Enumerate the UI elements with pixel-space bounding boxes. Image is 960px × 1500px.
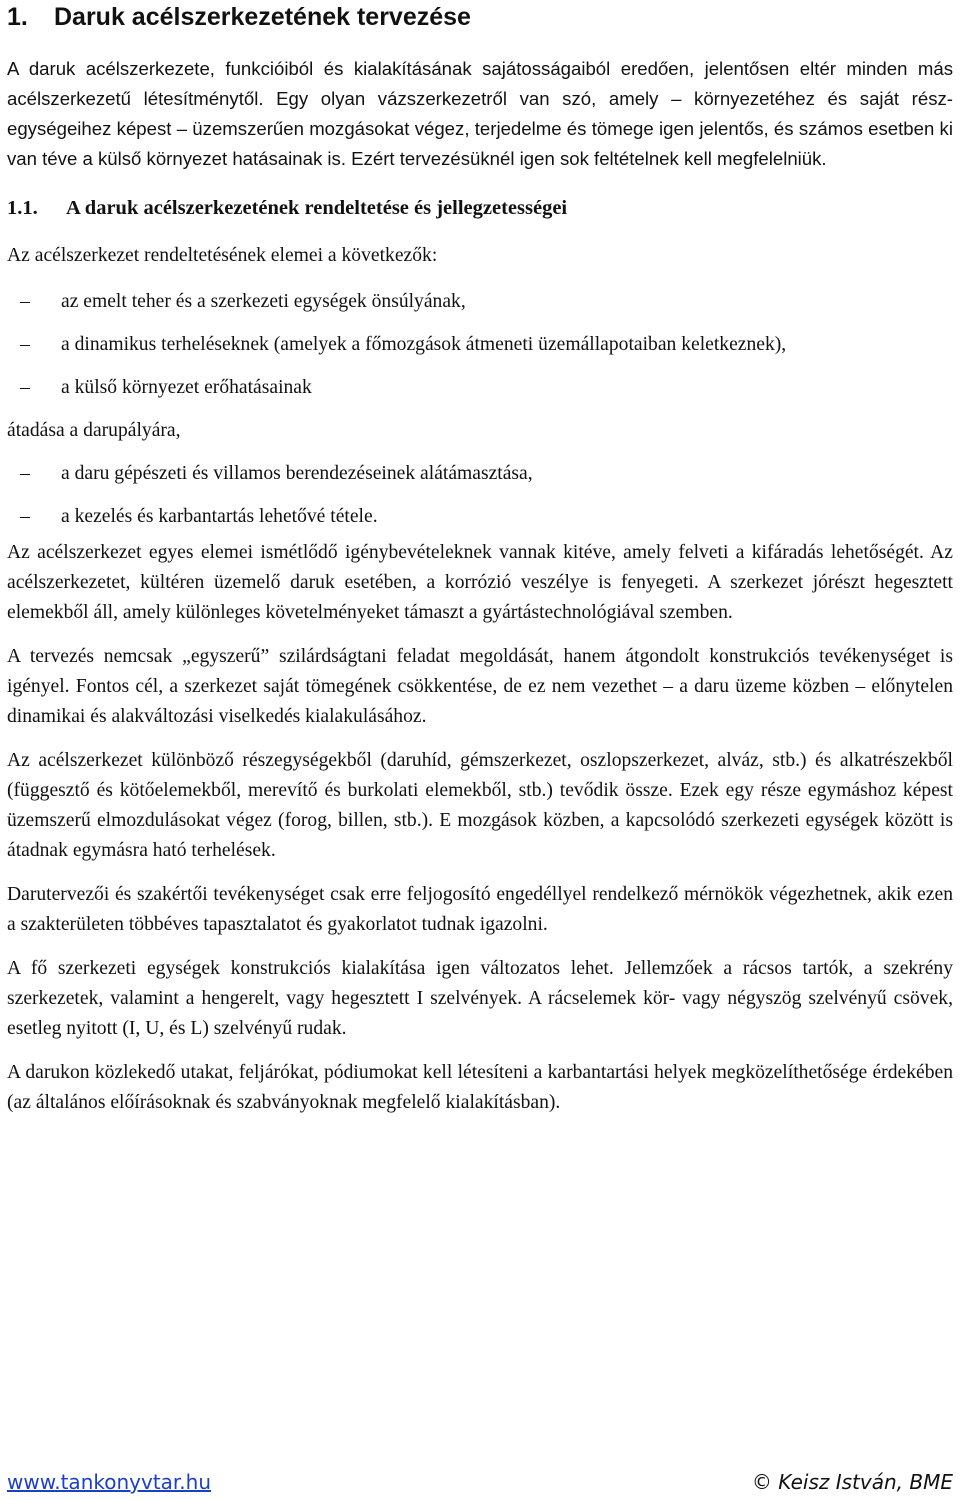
section-number: 1.1. bbox=[7, 197, 38, 219]
chapter-title-text: Daruk acélszerkezetének tervezése bbox=[54, 3, 471, 31]
dash-bullet: – bbox=[20, 506, 30, 527]
chapter-number: 1. bbox=[7, 3, 28, 31]
paragraph: A darukon közlekedő utakat, feljárókat, pódiumokat kell létesíteni a karbantartási helyek megközelíthetősége érdekében (az általános előírásoknak és szabványoknak megfelelő kialakításban). bbox=[7, 1062, 953, 1113]
footer-copyright: © Keisz István, BME bbox=[751, 1470, 953, 1494]
dash-bullet: – bbox=[20, 377, 30, 398]
section-title-text: A daruk acélszerkezetének rendeltetése és jellegzetességei bbox=[66, 197, 568, 219]
dash-bullet: – bbox=[20, 291, 30, 312]
section-intro: Az acélszerkezet rendeltetésének elemei a következők: bbox=[7, 245, 438, 266]
dash-bullet: – bbox=[20, 463, 30, 484]
page-footer bbox=[7, 1470, 953, 1498]
purpose-list-1 bbox=[7, 287, 953, 403]
document-body bbox=[7, 54, 953, 1132]
paragraph: A fő szerkezeti egységek konstrukciós kialakítása igen változatos lehet. Jellemzőek a rácsos tartók, a szekrény szerkezetek, valamint a hengerelt, vagy hegesztett I szelvények. A rácselemek kör- vagy négyszög szelvényű csövek, esetleg nyitott (I, U, és L) szelvényű rudak. bbox=[7, 958, 953, 1039]
paragraph: A tervezés nemcsak „egyszerű” szilárdságtani feladat megoldását, hanem átgondolt konstrukciós tevékenységet is igényel. Fontos cél, a szerkezet saját tömegének csökkentése, de ez nem vezethet – a daru üzeme közben – előnytelen dinamikai és alakváltozási viselkedés kialakulásához. bbox=[7, 646, 953, 727]
chapter-title bbox=[7, 2, 471, 32]
list-middle-text: átadása a darupályára, bbox=[7, 420, 181, 441]
list-item: – a daru gépészeti és villamos berendezéseinek alátámasztása, bbox=[7, 459, 953, 489]
list-item: – az emelt teher és a szerkezeti egységek önsúlyának, bbox=[7, 287, 953, 317]
list-item: – a külső környezet erőhatásainak bbox=[7, 373, 953, 403]
paragraph: Darutervezői és szakértői tevékenységet csak erre feljogosító engedéllyel rendelkező mérnökök végezhetnek, akik ezen a szakterületen többéves tapasztalatot és gyakorlatot tudnak igazolni. bbox=[7, 884, 953, 935]
list-item: – a dinamikus terheléseknek (amelyek a főmozgások átmeneti üzemállapotaiban keletkeznek), bbox=[7, 330, 953, 360]
section-title bbox=[7, 193, 953, 223]
paragraph: Az acélszerkezet egyes elemei ismétlődő igénybevételeknek vannak kitéve, amely felveti a kifáradás lehetőségét. Az acélszerkezetet, kültéren üzemelő daruk esetében, a korrózió veszélye is fenyegeti. A szerkezet jórészt hegesztett elemekből áll, amely különleges követelményeket támaszt a gyártástechnológiával szemben. bbox=[7, 542, 953, 623]
list-item: – a kezelés és karbantartás lehetővé tétele. bbox=[7, 502, 953, 532]
paragraph: Az acélszerkezet különböző részegységekből (daruhíd, gémszerkezet, oszlopszerkezet, alváz, stb.) és alkatrészekből (függesztő és kötőelemekből, merevítő és burkolati elemekből, stb.) tevődik össze. Ezek egy része egymáshoz képest üzemszerű elmozdulásokat végez (forog, billen, stb.). E mozgások közben, a kapcsolódó szerkezeti egységek között is átadnak egymásra ható terhelések. bbox=[7, 750, 953, 861]
chapter-lead-paragraph: A daruk acélszerkezete, funkcióiból és kialakításának sajátosságaiból eredően, jelentősen eltér minden más acélszerkezetű létesítménytől. Egy olyan vázszerkezetről van szó, amely – környezetéhez és saját rész-egységeihez képest – üzemszerűen mozgásokat végez, terjedelme és tömege igen jelentős, és számos esetben ki van téve a külső környezet hatásainak is. Ezért tervezésüknél igen sok feltételnek kell megfelelniük. bbox=[7, 58, 953, 169]
dash-bullet: – bbox=[20, 334, 30, 355]
footer-link[interactable]: www.tankonyvtar.hu bbox=[7, 1470, 212, 1494]
purpose-list-2 bbox=[7, 459, 953, 532]
